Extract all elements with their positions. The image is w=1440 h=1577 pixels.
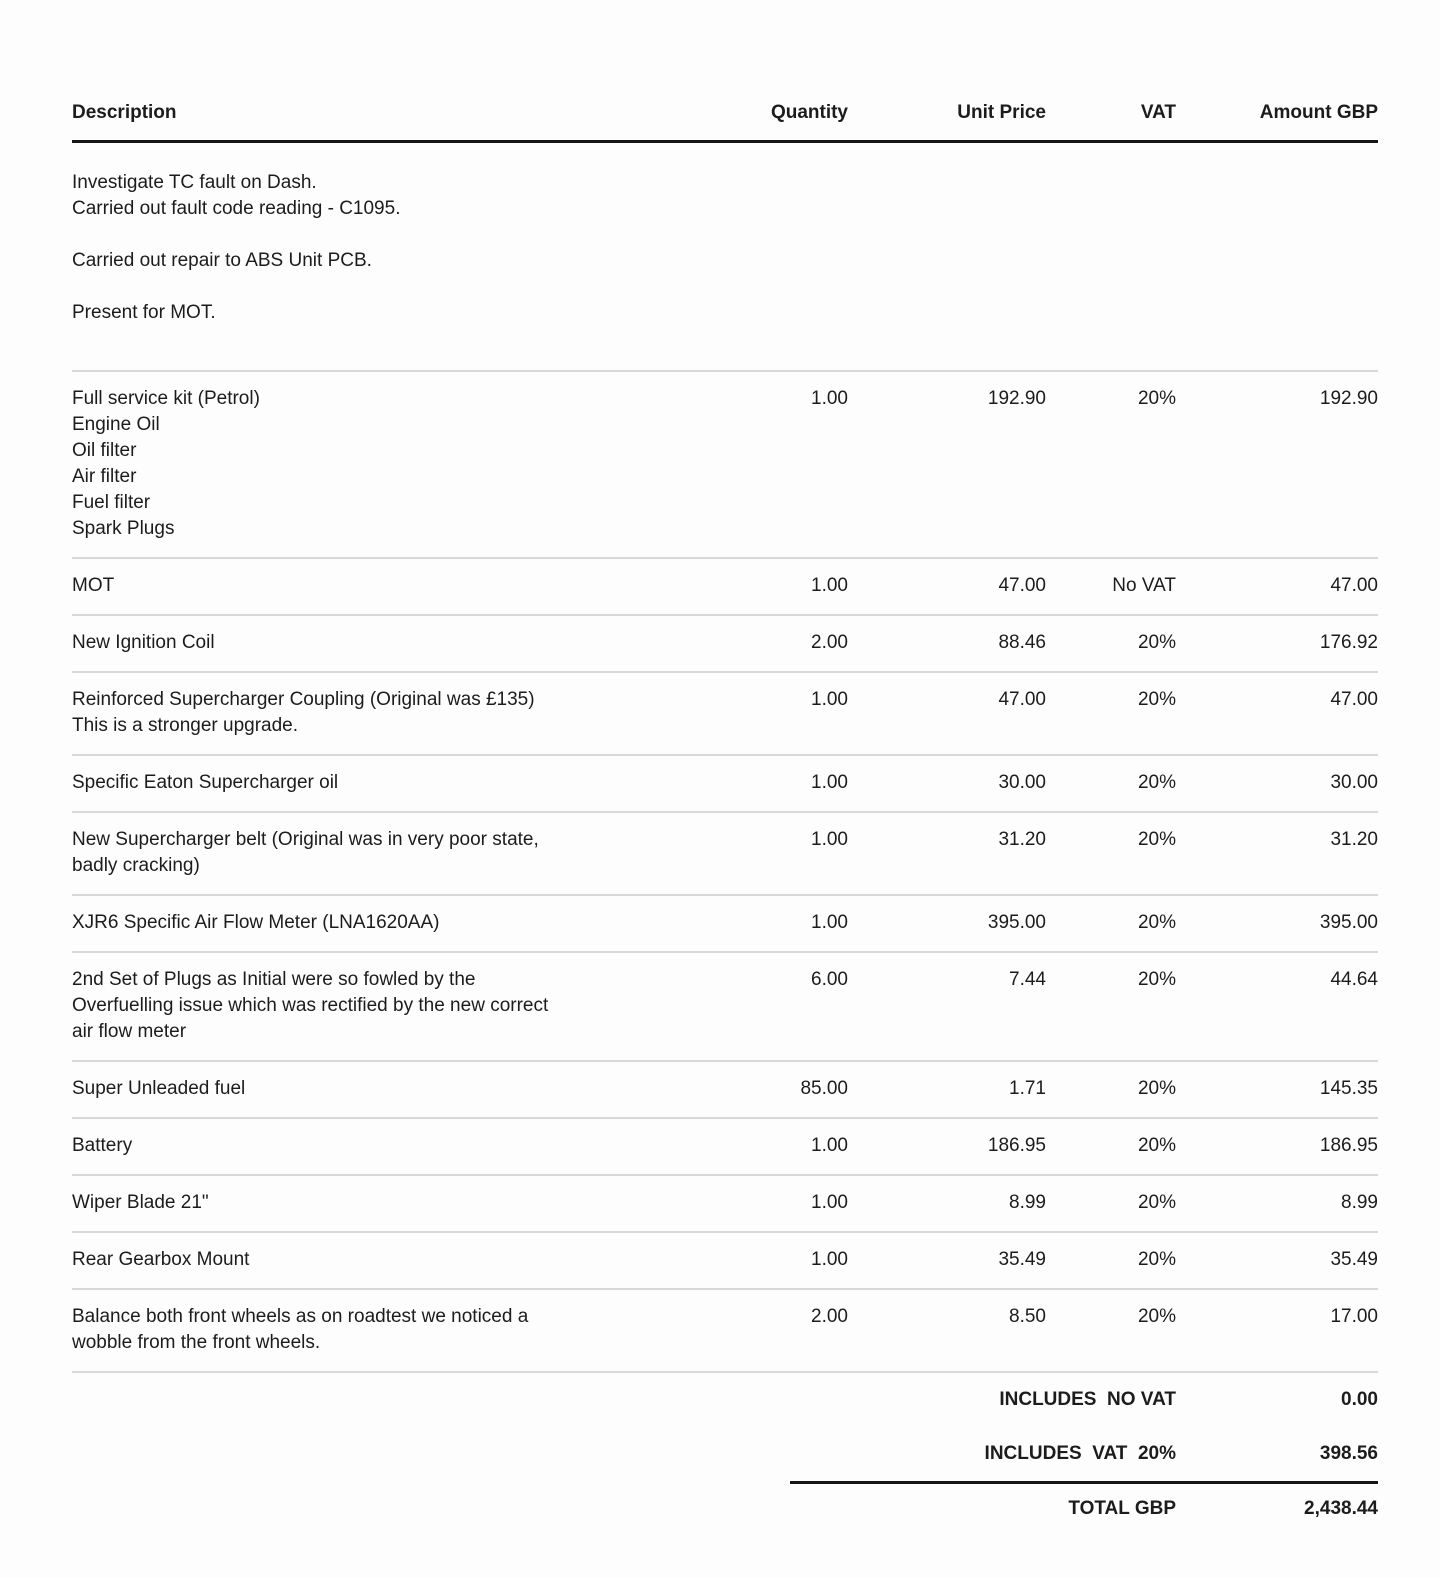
table-row xyxy=(72,896,1378,953)
item-amount: 8.99 xyxy=(1341,1192,1378,1213)
summary-label: INCLUDES NO VAT xyxy=(999,1389,1176,1410)
item-unit-price: 186.95 xyxy=(987,1135,1046,1156)
item-quantity: 1.00 xyxy=(811,1135,848,1156)
item-vat: 20% xyxy=(1137,632,1176,653)
item-description: Specific Eaton Supercharger oil xyxy=(72,772,339,793)
item-unit-price: 1.71 xyxy=(1009,1078,1046,1099)
column-header-description: Description xyxy=(72,102,177,123)
item-vat: 20% xyxy=(1137,1249,1176,1270)
item-amount: 47.00 xyxy=(1330,575,1378,596)
item-description: Full service kit (Petrol) Engine Oil Oil filter Air filter Fuel filter Spark Plugs xyxy=(72,388,260,539)
total-row xyxy=(72,1484,1378,1536)
item-unit-price: 192.90 xyxy=(987,388,1046,409)
summary-label: INCLUDES VAT 20% xyxy=(984,1443,1176,1464)
item-description: Reinforced Supercharger Coupling (Original was £135) This is a stronger upgrade. xyxy=(72,689,535,736)
item-quantity: 1.00 xyxy=(811,575,848,596)
table-row xyxy=(72,673,1378,756)
summary-row xyxy=(72,1373,1378,1427)
column-header-amount: Amount GBP xyxy=(1259,102,1378,123)
summary-amount: 398.56 xyxy=(1319,1443,1378,1464)
item-quantity: 2.00 xyxy=(811,632,848,653)
item-amount: 44.64 xyxy=(1330,969,1378,990)
item-amount: 176.92 xyxy=(1319,632,1378,653)
item-description: 2nd Set of Plugs as Initial were so fowled by the Overfuelling issue which was rectified by the new correct air flow meter xyxy=(72,969,549,1042)
item-vat: 20% xyxy=(1137,1135,1176,1156)
item-quantity: 85.00 xyxy=(800,1078,848,1099)
table-row xyxy=(72,1176,1378,1233)
work-note: Investigate TC fault on Dash. Carried out fault code reading - C1095. xyxy=(72,172,401,219)
line-items xyxy=(72,372,1378,1373)
item-quantity: 1.00 xyxy=(811,689,848,710)
item-amount: 17.00 xyxy=(1330,1306,1378,1327)
item-description: MOT xyxy=(72,575,115,596)
item-amount: 30.00 xyxy=(1330,772,1378,793)
summary-block xyxy=(72,1373,1378,1481)
item-unit-price: 47.00 xyxy=(998,575,1046,596)
item-vat: 20% xyxy=(1137,689,1176,710)
item-unit-price: 88.46 xyxy=(998,632,1046,653)
item-vat: 20% xyxy=(1137,969,1176,990)
table-header-row xyxy=(72,100,1378,143)
item-description: Balance both front wheels as on roadtest we noticed a wobble from the front wheels. xyxy=(72,1306,529,1353)
item-unit-price: 35.49 xyxy=(998,1249,1046,1270)
item-unit-price: 8.99 xyxy=(1009,1192,1046,1213)
item-amount: 145.35 xyxy=(1319,1078,1378,1099)
summary-row xyxy=(72,1427,1378,1481)
item-description: XJR6 Specific Air Flow Meter (LNA1620AA) xyxy=(72,912,440,933)
item-description: Wiper Blade 21" xyxy=(72,1192,209,1213)
item-quantity: 1.00 xyxy=(811,912,848,933)
item-unit-price: 8.50 xyxy=(1009,1306,1046,1327)
column-header-quantity: Quantity xyxy=(770,102,848,123)
table-row xyxy=(72,813,1378,896)
item-vat: 20% xyxy=(1137,1192,1176,1213)
item-quantity: 1.00 xyxy=(811,829,848,850)
table-row xyxy=(72,1290,1378,1373)
item-description: New Ignition Coil xyxy=(72,632,215,653)
item-amount: 31.20 xyxy=(1330,829,1378,850)
item-vat: 20% xyxy=(1137,912,1176,933)
total-label: TOTAL GBP xyxy=(1068,1498,1176,1519)
table-row xyxy=(72,616,1378,673)
total-amount: 2,438.44 xyxy=(1304,1498,1378,1519)
item-vat: 20% xyxy=(1137,1306,1176,1327)
table-row xyxy=(72,1233,1378,1290)
work-note: Carried out repair to ABS Unit PCB. xyxy=(72,250,372,271)
item-amount: 395.00 xyxy=(1319,912,1378,933)
item-unit-price: 31.20 xyxy=(998,829,1046,850)
item-description: Rear Gearbox Mount xyxy=(72,1249,250,1270)
item-vat: No VAT xyxy=(1112,575,1176,596)
item-vat: 20% xyxy=(1137,772,1176,793)
table-row xyxy=(72,372,1378,559)
table-row xyxy=(72,953,1378,1062)
item-vat: 20% xyxy=(1137,1078,1176,1099)
item-unit-price: 7.44 xyxy=(1009,969,1046,990)
work-note: Present for MOT. xyxy=(72,302,216,323)
table-row xyxy=(72,1119,1378,1176)
item-amount: 186.95 xyxy=(1319,1135,1378,1156)
item-unit-price: 30.00 xyxy=(998,772,1046,793)
item-amount: 35.49 xyxy=(1330,1249,1378,1270)
summary-amount: 0.00 xyxy=(1341,1389,1378,1410)
item-quantity: 1.00 xyxy=(811,1249,848,1270)
item-vat: 20% xyxy=(1137,388,1176,409)
item-quantity: 6.00 xyxy=(811,969,848,990)
item-description: Battery xyxy=(72,1135,133,1156)
item-amount: 47.00 xyxy=(1330,689,1378,710)
column-header-unit-price: Unit Price xyxy=(957,102,1046,123)
item-unit-price: 395.00 xyxy=(987,912,1046,933)
table-row xyxy=(72,559,1378,616)
item-description: Super Unleaded fuel xyxy=(72,1078,246,1099)
table-row xyxy=(72,756,1378,813)
column-header-vat: VAT xyxy=(1140,102,1176,123)
work-notes-block xyxy=(72,143,1378,372)
item-description: New Supercharger belt (Original was in very poor state, badly cracking) xyxy=(72,829,539,876)
item-quantity: 1.00 xyxy=(811,772,848,793)
item-amount: 192.90 xyxy=(1319,388,1378,409)
item-vat: 20% xyxy=(1137,829,1176,850)
item-quantity: 2.00 xyxy=(811,1306,848,1327)
table-row xyxy=(72,1062,1378,1119)
item-quantity: 1.00 xyxy=(811,388,848,409)
item-unit-price: 47.00 xyxy=(998,689,1046,710)
item-quantity: 1.00 xyxy=(811,1192,848,1213)
